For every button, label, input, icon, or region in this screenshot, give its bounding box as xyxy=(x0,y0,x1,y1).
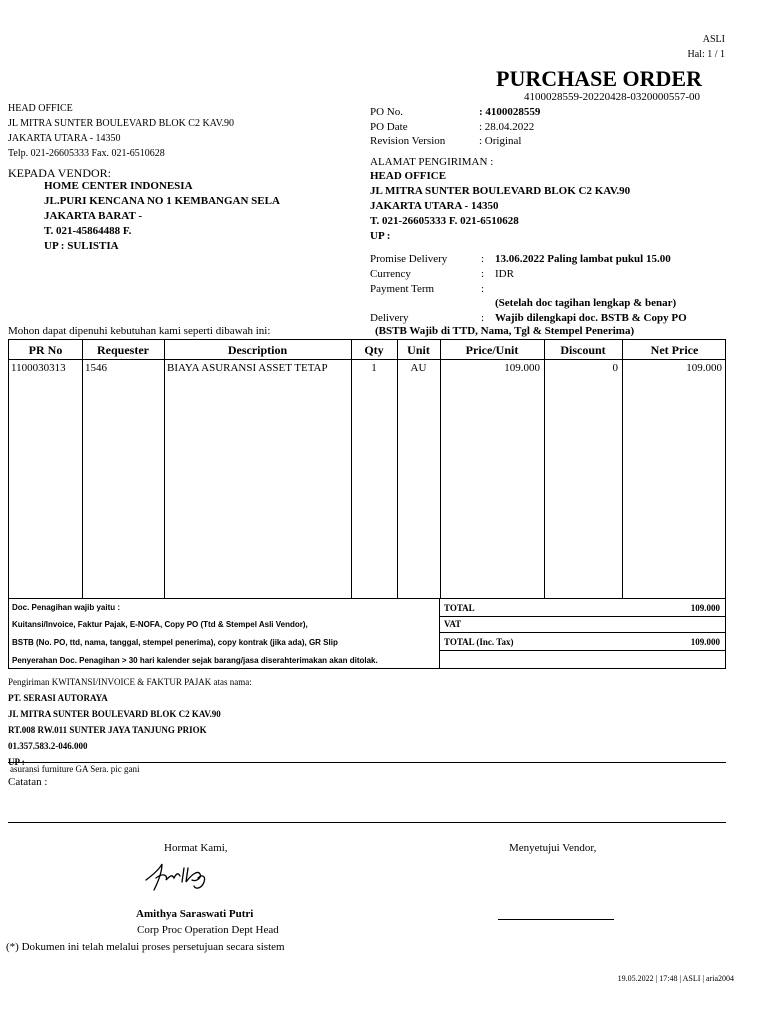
table-cell-price-unit: 109.000 xyxy=(504,362,540,374)
footer-stamp: 19.05.2022 | 17:48 | ASLI | aria2004 xyxy=(617,974,734,983)
remark-text: asuransi furniture GA Sera. pic gani xyxy=(10,764,140,774)
regards-text: Hormat Kami, xyxy=(164,842,228,854)
payment-term-note: (Setelah doc tagihan lengkap & benar) xyxy=(495,297,677,309)
billing-note-line: Kuitansi/Invoice, Faktur Pajak, E-NOFA, Copy PO (Ttd & Stempel Asli Vendor), xyxy=(12,620,308,629)
total-value: 109.000 xyxy=(690,603,720,613)
doc-ref: 4100028559-20220428-0320000557-00 xyxy=(524,91,700,103)
invoice-to-line: 01.357.583.2-046.000 xyxy=(8,741,88,751)
vat-label: VAT xyxy=(444,619,462,629)
head-office-line: Telp. 021-26605333 Fax. 021-6510628 xyxy=(8,148,165,159)
catatan-label: Catatan : xyxy=(8,776,48,788)
col-header-unit: Unit xyxy=(407,343,430,357)
vendor-approval-label: Menyetujui Vendor, xyxy=(509,842,597,854)
vendor-line: UP : SULISTIA xyxy=(44,240,119,252)
doc-title: PURCHASE ORDER xyxy=(496,66,702,91)
request-text: Mohon dapat dipenuhi kebutuhan kami seperti dibawah ini: xyxy=(8,325,271,337)
billing-note-line: Penyerahan Doc. Penagihan > 30 hari kalender sejak barang/jasa diserahterimakan akan ditolak. xyxy=(12,656,378,665)
revision-value: : Original xyxy=(479,135,522,147)
total-inc-tax-value: 109.000 xyxy=(690,637,720,647)
colon: : xyxy=(481,253,485,265)
shipping-line: JAKARTA UTARA - 14350 xyxy=(370,200,499,212)
col-header-net-price: Net Price xyxy=(650,343,699,357)
currency-value: IDR xyxy=(495,268,514,280)
invoice-to-line: JL MITRA SUNTER BOULEVARD BLOK C2 KAV.90 xyxy=(8,709,221,719)
po-date-label: PO Date xyxy=(370,121,408,133)
table-cell-description: BIAYA ASURANSI ASSET TETAP xyxy=(167,362,328,374)
table-cell-unit: AU xyxy=(410,362,427,374)
delivery-note: (BSTB Wajib di TTD, Nama, Tgl & Stempel Penerima) xyxy=(375,325,635,337)
signer-name: Amithya Saraswati Putri xyxy=(136,908,254,920)
col-header-requester: Requester xyxy=(97,343,149,357)
col-header-price-unit: Price/Unit xyxy=(465,343,519,357)
vendor-line: JL.PURI KENCANA NO 1 KEMBANGAN SELA xyxy=(44,195,280,207)
table-cell-discount: 0 xyxy=(612,362,618,374)
billing-note-line: BSTB (No. PO, ttd, nama, tanggal, stempel penerima), copy kontrak (jika ada), GR Slip xyxy=(12,638,338,647)
vendor-line: JAKARTA BARAT - xyxy=(44,210,143,222)
head-office-line: HEAD OFFICE xyxy=(8,103,73,114)
total-inc-tax-label: TOTAL (Inc. Tax) xyxy=(444,637,514,647)
shipping-line: UP : xyxy=(370,230,391,242)
divider xyxy=(8,822,726,823)
delivery-label: Delivery xyxy=(370,312,409,324)
colon: : xyxy=(481,268,485,280)
invoice-to-label: Pengiriman KWITANSI/INVOICE & FAKTUR PAJAK atas nama: xyxy=(8,677,252,687)
vendor-block xyxy=(44,179,280,254)
head-office-block xyxy=(8,101,234,161)
invoice-to-block xyxy=(8,690,221,770)
shipping-label: ALAMAT PENGIRIMAN : xyxy=(370,156,494,168)
signer-title: Corp Proc Operation Dept Head xyxy=(137,924,279,936)
delivery-value: Wajib dilengkapi doc. BSTB & Copy PO xyxy=(495,312,687,324)
shipping-line: T. 021-26605333 F. 021-6510628 xyxy=(370,215,519,227)
shipping-line: HEAD OFFICE xyxy=(370,170,447,182)
table-cell-requester: 1546 xyxy=(85,362,107,374)
total-label: TOTAL xyxy=(444,603,475,613)
signature-image xyxy=(140,856,240,896)
revision-label: Revision Version xyxy=(370,135,446,147)
shipping-block xyxy=(370,169,630,244)
col-header-discount: Discount xyxy=(560,343,606,357)
table-cell-net-price: 109.000 xyxy=(686,362,722,374)
divider xyxy=(8,762,726,763)
head-office-line: JAKARTA UTARA - 14350 xyxy=(8,133,121,144)
po-no-label: PO No. xyxy=(370,106,404,118)
system-approval-note: (*) Dokumen ini telah melalui proses persetujuan secara sistem xyxy=(6,941,285,953)
table-cell-pr-no: 1100030313 xyxy=(11,362,66,374)
currency-label: Currency xyxy=(370,268,411,280)
invoice-to-line: PT. SERASI AUTORAYA xyxy=(8,693,108,703)
po-no-value: : 4100028559 xyxy=(479,106,541,118)
head-office-line: JL MITRA SUNTER BOULEVARD BLOK C2 KAV.90 xyxy=(8,118,235,129)
shipping-line: JL MITRA SUNTER BOULEVARD BLOK C2 KAV.90 xyxy=(370,185,631,197)
page-number: Hal: 1 / 1 xyxy=(687,49,725,60)
po-items-table xyxy=(8,339,726,599)
totals-section xyxy=(8,599,726,669)
col-header-pr-no: PR No xyxy=(28,343,63,357)
copy-type: ASLI xyxy=(702,34,725,45)
po-date-value: : 28.04.2022 xyxy=(479,121,535,133)
table-cell-qty: 1 xyxy=(371,362,377,374)
colon: : xyxy=(481,312,485,324)
payment-term-label: Payment Term xyxy=(370,283,435,295)
vendor-line: T. 021-45864488 F. xyxy=(44,225,132,237)
invoice-to-line: UP : xyxy=(8,757,25,767)
colon: : xyxy=(481,283,485,295)
invoice-to-line: RT.008 RW.011 SUNTER JAYA TANJUNG PRIOK xyxy=(8,725,207,735)
billing-note-line: Doc. Penagihan wajib yaitu : xyxy=(12,603,121,612)
vendor-signature-line xyxy=(498,919,614,920)
vendor-line: HOME CENTER INDONESIA xyxy=(44,180,193,192)
vendor-label: KEPADA VENDOR: xyxy=(8,166,112,180)
col-header-description: Description xyxy=(227,343,288,357)
promise-delivery-label: Promise Delivery xyxy=(370,253,448,265)
col-header-qty: Qty xyxy=(364,343,384,357)
promise-delivery-value: 13.06.2022 Paling lambat pukul 15.00 xyxy=(495,253,671,265)
